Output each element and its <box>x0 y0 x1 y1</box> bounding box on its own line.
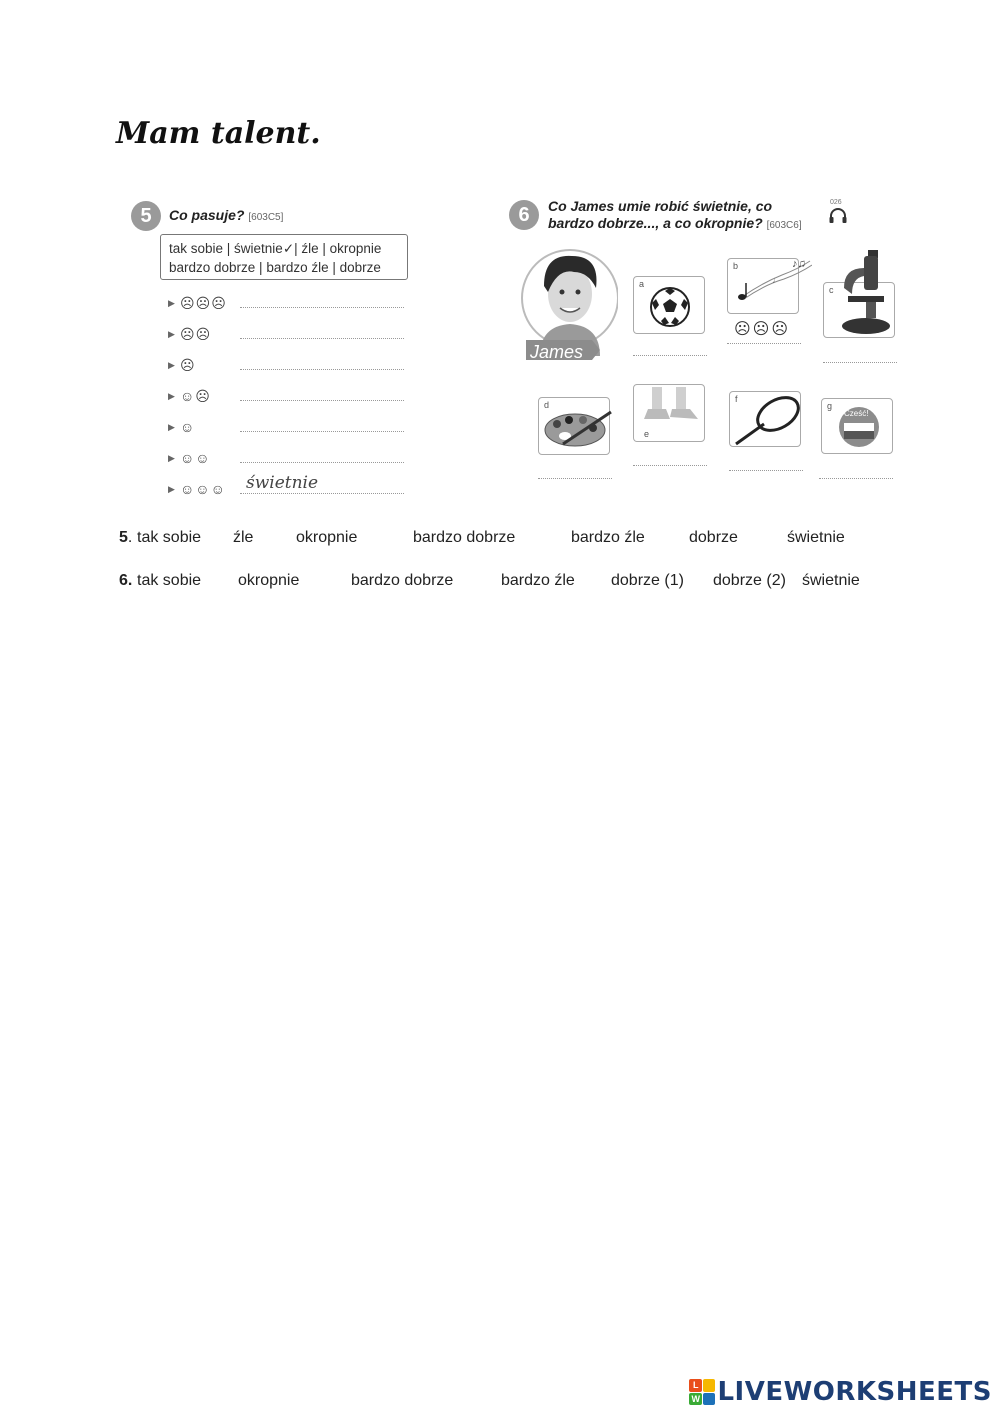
answer-line-f[interactable] <box>729 470 803 471</box>
card-letter: c <box>829 285 834 295</box>
answer-word[interactable]: tak sobie <box>137 572 202 589</box>
answer-word[interactable]: bardzo źle <box>501 572 575 589</box>
faces-icon: ☺☺☺ <box>180 481 226 497</box>
card-letter: f <box>735 394 738 404</box>
answer-word[interactable]: dobrze <box>689 529 738 546</box>
exercise-6-title <box>548 198 802 234</box>
exercise-5-row <box>168 293 240 313</box>
dancing-feet-icon <box>642 387 702 427</box>
answer-line-a[interactable] <box>633 355 707 356</box>
answer-word[interactable]: okropnie <box>238 572 300 589</box>
logo-square-w: W <box>691 1393 700 1404</box>
faces-icon: ☹☹☹ <box>180 294 227 311</box>
paint-palette-icon <box>543 408 613 448</box>
answers-6-label: 6. <box>119 572 133 589</box>
exercise-6-number: 6 <box>509 200 539 230</box>
faces-icon: ☺ <box>180 419 196 435</box>
word-box-line-1: tak sobie | świetnie✓| źle | okropnie <box>169 241 382 256</box>
card-a <box>633 276 705 334</box>
word-box-line-2: bardzo dobrze | bardzo źle | dobrze <box>169 260 381 275</box>
answer-line[interactable] <box>240 338 404 339</box>
exercise-5-word-box <box>160 234 408 280</box>
answer-word[interactable]: świetnie <box>787 529 845 546</box>
card-letter: b <box>733 261 739 271</box>
exercise-5-row <box>168 417 240 437</box>
card-g <box>821 398 893 454</box>
exercise-5-row <box>168 386 240 406</box>
answer-word[interactable]: tak sobie <box>137 529 202 546</box>
answer-word[interactable]: okropnie <box>296 529 358 546</box>
bullet-icon: ▶ <box>168 483 175 494</box>
bullet-icon: ▶ <box>168 359 175 370</box>
music-notes-icon <box>732 253 812 303</box>
liveworksheets-logo <box>689 1377 992 1407</box>
exercise-5-row <box>168 448 240 468</box>
card-b-faces: ☹☹☹ <box>734 321 791 338</box>
soccer-ball-icon <box>648 285 692 329</box>
faces-icon: ☺☹ <box>180 387 211 404</box>
answers-5-label: 5. <box>119 529 133 546</box>
faces-icon: ☹☹ <box>180 325 212 342</box>
answer-word[interactable]: źle <box>233 529 254 546</box>
answer-text: świetnie <box>246 473 319 493</box>
answer-line-b[interactable] <box>727 343 801 344</box>
faces-icon: ☹ <box>180 356 196 373</box>
exercise-6-title-line-2: bardzo dobrze..., a co okropnie? <box>548 215 763 231</box>
brand-name: LIVEWORKSHEETS <box>717 1377 992 1407</box>
microscope-icon <box>838 248 890 336</box>
answer-line[interactable] <box>240 462 404 463</box>
exercise-5-row <box>168 355 240 375</box>
audio-track-number: 026 <box>830 199 842 206</box>
exercise-5-row <box>168 324 240 344</box>
answer-line[interactable] <box>240 369 404 370</box>
bullet-icon: ▶ <box>168 421 175 432</box>
answer-line-e[interactable] <box>633 465 707 466</box>
headphones-icon[interactable] <box>828 206 848 224</box>
answer-line[interactable] <box>240 431 404 432</box>
exercise-5-code: [603C5] <box>248 212 284 223</box>
card-letter: d <box>544 400 550 410</box>
logo-square-l: L <box>689 1379 702 1392</box>
card-d <box>538 397 610 455</box>
exercise-6-title-line-1: Co James umie robić świetnie, co <box>548 198 773 214</box>
answer-word[interactable]: bardzo źle <box>571 529 645 546</box>
answer-line-c[interactable] <box>823 362 897 363</box>
bullet-icon: ▶ <box>168 297 175 308</box>
faces-icon: ☺☺ <box>180 450 211 466</box>
answer-word[interactable]: świetnie <box>802 572 860 589</box>
svg-text:♩: ♩ <box>772 275 781 285</box>
answer-word[interactable]: dobrze (1) <box>611 572 684 589</box>
svg-text:♪♫: ♪♫ <box>792 258 806 270</box>
card-f <box>729 391 801 447</box>
answer-line[interactable] <box>240 307 404 308</box>
exercise-5-number: 5 <box>131 201 161 231</box>
answer-word[interactable]: bardzo dobrze <box>351 572 454 589</box>
james-name-tag: James <box>530 342 584 362</box>
exercise-5-title <box>169 207 283 226</box>
card-e <box>633 384 705 442</box>
speech-bubble-text: Cześć! <box>844 409 869 418</box>
answers-5-number: 5 <box>119 529 128 546</box>
exercise-5-row <box>168 473 319 499</box>
answer-line[interactable] <box>240 400 404 401</box>
answer-line[interactable] <box>240 493 404 494</box>
answer-word[interactable]: bardzo dobrze <box>413 529 516 546</box>
brand-logo-icon <box>689 1379 715 1405</box>
card-letter: g <box>827 401 833 411</box>
tennis-racket-icon <box>730 392 806 448</box>
card-b <box>727 258 806 314</box>
exercise-5-title-text: Co pasuje? <box>169 207 245 223</box>
answer-word[interactable]: dobrze (2) <box>713 572 786 589</box>
card-letter: a <box>639 279 645 289</box>
exercise-6-code: [603C6] <box>766 220 802 231</box>
answer-line-g[interactable] <box>819 478 893 479</box>
answer-line-d[interactable] <box>538 478 612 479</box>
card-letter: e <box>644 429 650 439</box>
bullet-icon: ▶ <box>168 390 175 401</box>
page-title: Mam talent. <box>116 116 321 151</box>
bullet-icon: ▶ <box>168 328 175 339</box>
bullet-icon: ▶ <box>168 452 175 463</box>
